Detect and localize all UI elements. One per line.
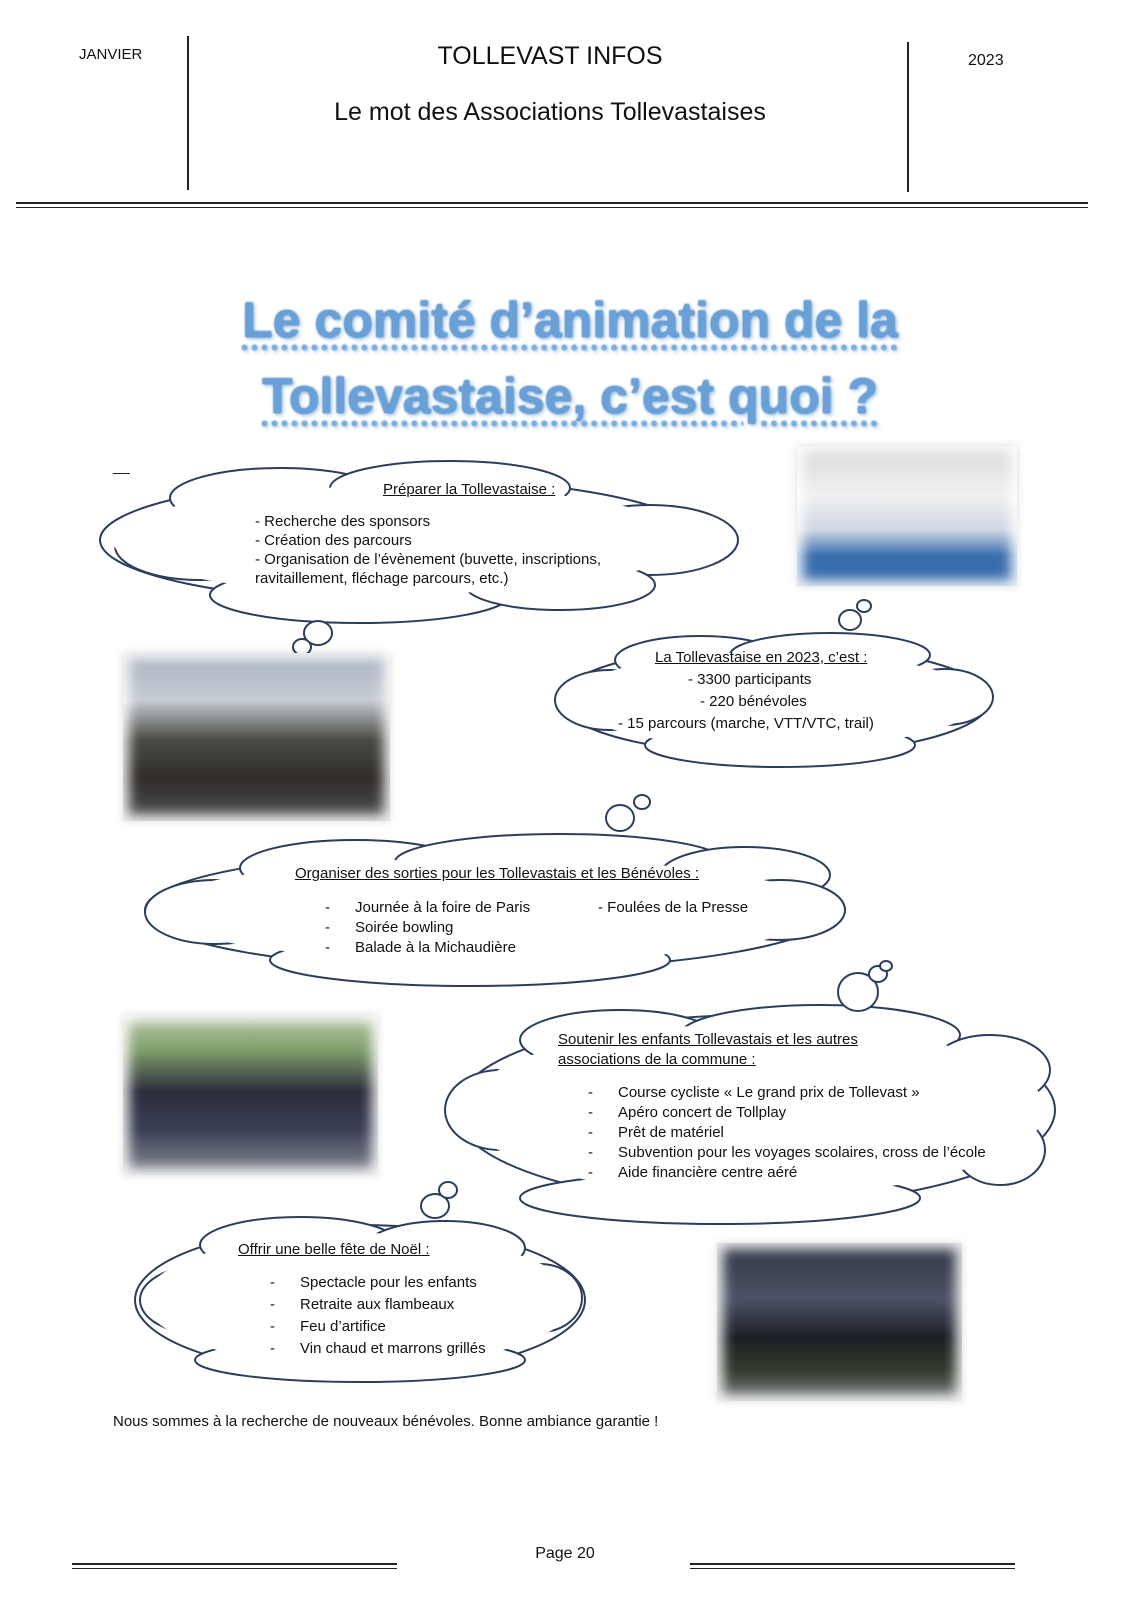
cloud-soutenir-item-5: - Aide financière centre aéré <box>588 1163 988 1183</box>
main-title-line2: Tollevastaise, c’est quoi ? <box>262 368 878 424</box>
cloud-2023-heading: La Tollevastaise en 2023, c’est : <box>655 649 868 666</box>
cloud-noel-list <box>238 1272 558 1360</box>
cloud-prepare-line-1: - Recherche des sponsors <box>255 513 431 530</box>
header-year: 2023 <box>968 52 1004 69</box>
cloud-sorties-item-3: - Balade à la Michaudière <box>325 938 795 958</box>
cloud-soutenir-item-2: - Apéro concert de Tollplay <box>588 1103 988 1123</box>
cloud-sorties-extra: - Foulées de la Presse <box>598 899 749 916</box>
page-number: Page 20 <box>535 1545 595 1562</box>
footer-rule-left-2 <box>72 1568 397 1569</box>
cloud-sorties-heading: Organiser des sorties pour les Tollevastais et les Bénévoles : <box>295 865 700 882</box>
cloud-2023-line-2: - 220 bénévoles <box>700 693 807 710</box>
cloud-sorties-item-2: - Soirée bowling <box>325 918 795 938</box>
cloud-noel-item-4: - Vin chaud et marrons grillés <box>270 1338 558 1360</box>
cloud-noel <box>238 1239 558 1360</box>
cloud-sorties-item-1: - Journée à la foire de Paris <box>325 898 795 918</box>
cloud-noel-heading: Offrir une belle fête de Noël : <box>238 1241 430 1258</box>
cloud-soutenir-item-4: - Subvention pour les voyages scolaires, cross de l’école <box>588 1143 988 1163</box>
cloud-soutenir-list <box>558 1083 988 1183</box>
cloud-soutenir <box>558 1030 988 1183</box>
volunteer-call: Nous sommes à la recherche de nouveaux bénévoles. Bonne ambiance garantie ! <box>113 1413 659 1430</box>
cloud-soutenir-heading-2: associations de la commune : <box>558 1051 756 1068</box>
photo-christmas-night <box>717 1243 962 1401</box>
header-title: TOLLEVAST INFOS <box>437 42 663 70</box>
photo-registration-tent <box>797 446 1017 586</box>
cloud-prepare-line-3: - Organisation de l’évènement (buvette, inscriptions, <box>255 551 602 568</box>
cloud-2023-line-1: - 3300 participants <box>688 671 812 688</box>
cloud-prepare-line-4: ravitaillement, fléchage parcours, etc.) <box>255 570 509 587</box>
photo-group-outing <box>123 1015 378 1175</box>
cloud-noel-item-1: - Spectacle pour les enfants <box>270 1272 558 1294</box>
photo-participants-gathering <box>123 653 390 821</box>
cloud-soutenir-item-1: - Course cycliste « Le grand prix de Tollevast » <box>588 1083 988 1103</box>
header-month: JANVIER <box>79 46 143 63</box>
cloud-noel-item-3: - Feu d’artifice <box>270 1316 558 1338</box>
cloud-noel-item-2: - Retraite aux flambeaux <box>270 1294 558 1316</box>
cloud-soutenir-heading-1: Soutenir les enfants Tollevastais et les autres <box>558 1031 858 1048</box>
cloud-2023-line-3: - 15 parcours (marche, VTT/VTC, trail) <box>618 715 874 732</box>
cloud-prepare <box>255 480 635 588</box>
cloud-prepare-heading: Préparer la Tollevastaise : <box>383 481 556 498</box>
footer-rule-right-2 <box>690 1568 1015 1569</box>
cloud-2023 <box>600 647 950 735</box>
header-subtitle: Le mot des Associations Tollevastaises <box>334 98 766 126</box>
main-title-line1: Le comité d’animation de la <box>242 292 898 348</box>
cloud-prepare-line-2: - Création des parcours <box>255 532 412 549</box>
footer-rule-right-1 <box>690 1563 1015 1565</box>
cloud-soutenir-item-3: - Prêt de matériel <box>588 1123 988 1143</box>
footer-rule-left-1 <box>72 1563 397 1565</box>
stray-mark: __ <box>113 458 130 475</box>
